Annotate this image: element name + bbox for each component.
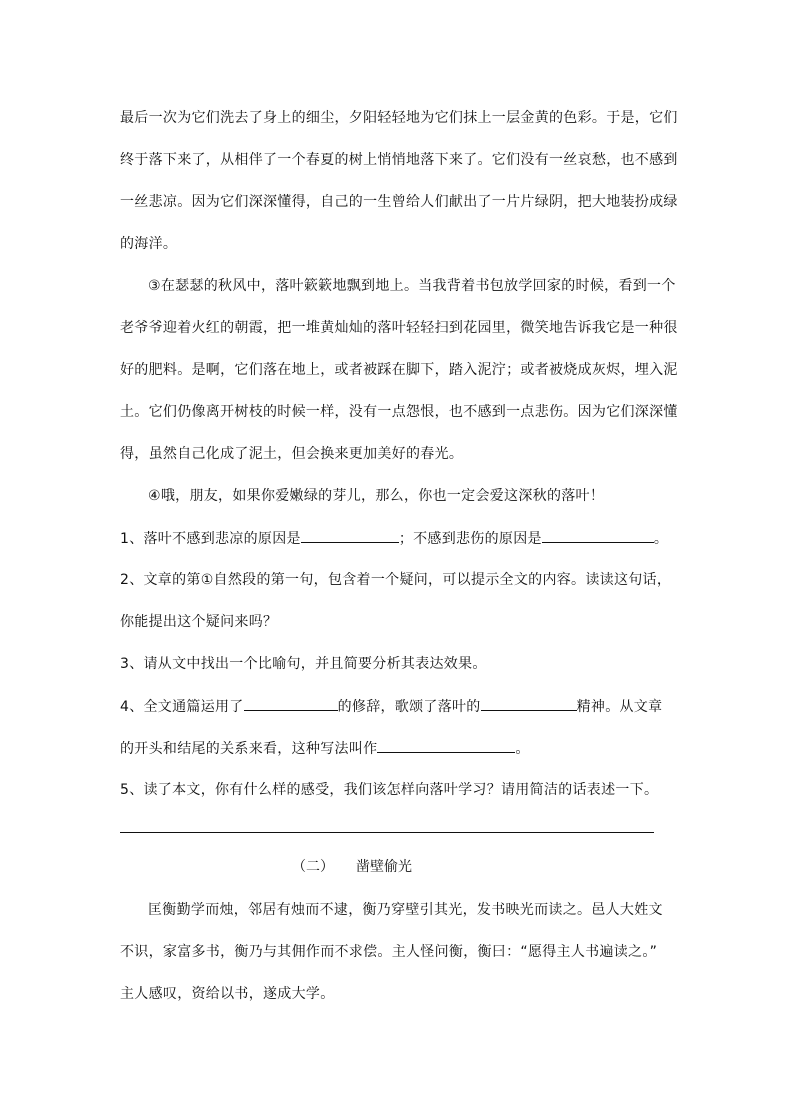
question-2-line-2: 你能提出这个疑问来吗？	[120, 614, 278, 630]
section-title	[292, 857, 412, 877]
answer-blank-1b[interactable]	[542, 528, 654, 543]
paragraph-3-line-4: 土。它们仍像离开树枝的时候一样，没有一点怨恨，也不感到一点悲伤。因为它们深深懂	[120, 404, 678, 420]
paragraph-3-line-2: 老爷爷迎着火红的朝霞，把一堆黄灿灿的落叶轻轻扫到花园里，微笑地告诉我它是一种很	[120, 320, 678, 336]
question-5: 5、读了本文，你有什么样的感受，我们该怎样向落叶学习？请用简洁的话表述一下。	[120, 782, 659, 798]
paragraph-3-line-3: 好的肥料。是啊，它们落在地上，或者被踩在脚下，踏入泥泞；或者被烧成灰烬，埋入泥	[120, 362, 678, 378]
passage1-line-4: 的海洋。	[120, 236, 178, 252]
answer-blank-4b[interactable]	[481, 696, 577, 711]
passage1-line-1: 最后一次为它们洗去了身上的细尘，夕阳轻轻地为它们抹上一层金黄的色彩。于是，它们	[120, 110, 678, 126]
question-3: 3、请从文中找出一个比喻句，并且简要分析其表达效果。	[120, 656, 487, 672]
question-4-line-2	[120, 738, 530, 759]
question-4-text-a: 4、全文通篇运用了	[120, 699, 244, 715]
question-1-text-b: ；不感到悲伤的原因是	[398, 531, 542, 547]
question-4-text-c: 精神。从文章	[576, 699, 663, 715]
paragraph-4: ④哦，朋友，如果你爱嫩绿的芽儿，那么，你也一定会爱这深秋的落叶！	[148, 488, 605, 504]
passage2-line-1: 匡衡勤学而烛，邻居有烛而不逮，衡乃穿壁引其光，发书映光而读之。邑人大姓文	[148, 902, 663, 918]
question-4-text-d: 的开头和结尾的关系来看，这种写法叫作	[120, 741, 378, 757]
question-1-text-a: 1、落叶不感到悲凉的原因是	[120, 531, 301, 547]
answer-blank-4a[interactable]	[244, 696, 338, 711]
paragraph-3-line-1: ③在瑟瑟的秋风中，落叶簌簌地飘到地上。当我背着书包放学回家的时候，看到一个	[148, 278, 676, 294]
question-2-line-1: 2、文章的第①自然段的第一句，包含着一个疑问，可以提示全文的内容。读读这句话，	[120, 572, 672, 588]
answer-line[interactable]	[120, 832, 654, 833]
section-number: （二）	[292, 859, 334, 875]
passage1-line-2: 终于落下来了，从相伴了一个春夏的树上悄悄地落下来了。它们没有一丝哀愁，也不感到	[120, 152, 678, 168]
answer-blank-4c[interactable]	[377, 738, 515, 753]
question-4-text-b: 的修辞，歌颂了落叶的	[337, 699, 481, 715]
passage2-line-2: 不识，家富多书，衡乃与其佣作而不求偿。主人怪问衡，衡曰：“愿得主人书遍读之。”	[120, 944, 658, 960]
question-1-text-c: 。	[653, 531, 669, 547]
question-4-text-e: 。	[515, 741, 530, 757]
question-1	[120, 528, 668, 549]
passage1-line-3: 一丝悲凉。因为它们深深懂得，自己的一生曾给人们献出了一片片绿阴，把大地装扮成绿	[120, 194, 678, 210]
paragraph-3-line-5: 得，虽然自己化成了泥土，但会换来更加美好的春光。	[120, 446, 464, 462]
answer-blank-1a[interactable]	[301, 528, 399, 543]
passage2-line-3: 主人感叹，资给以书，遂成大学。	[120, 986, 335, 1002]
section-heading: 凿壁偷光	[356, 859, 412, 875]
question-4-line-1	[120, 696, 662, 717]
